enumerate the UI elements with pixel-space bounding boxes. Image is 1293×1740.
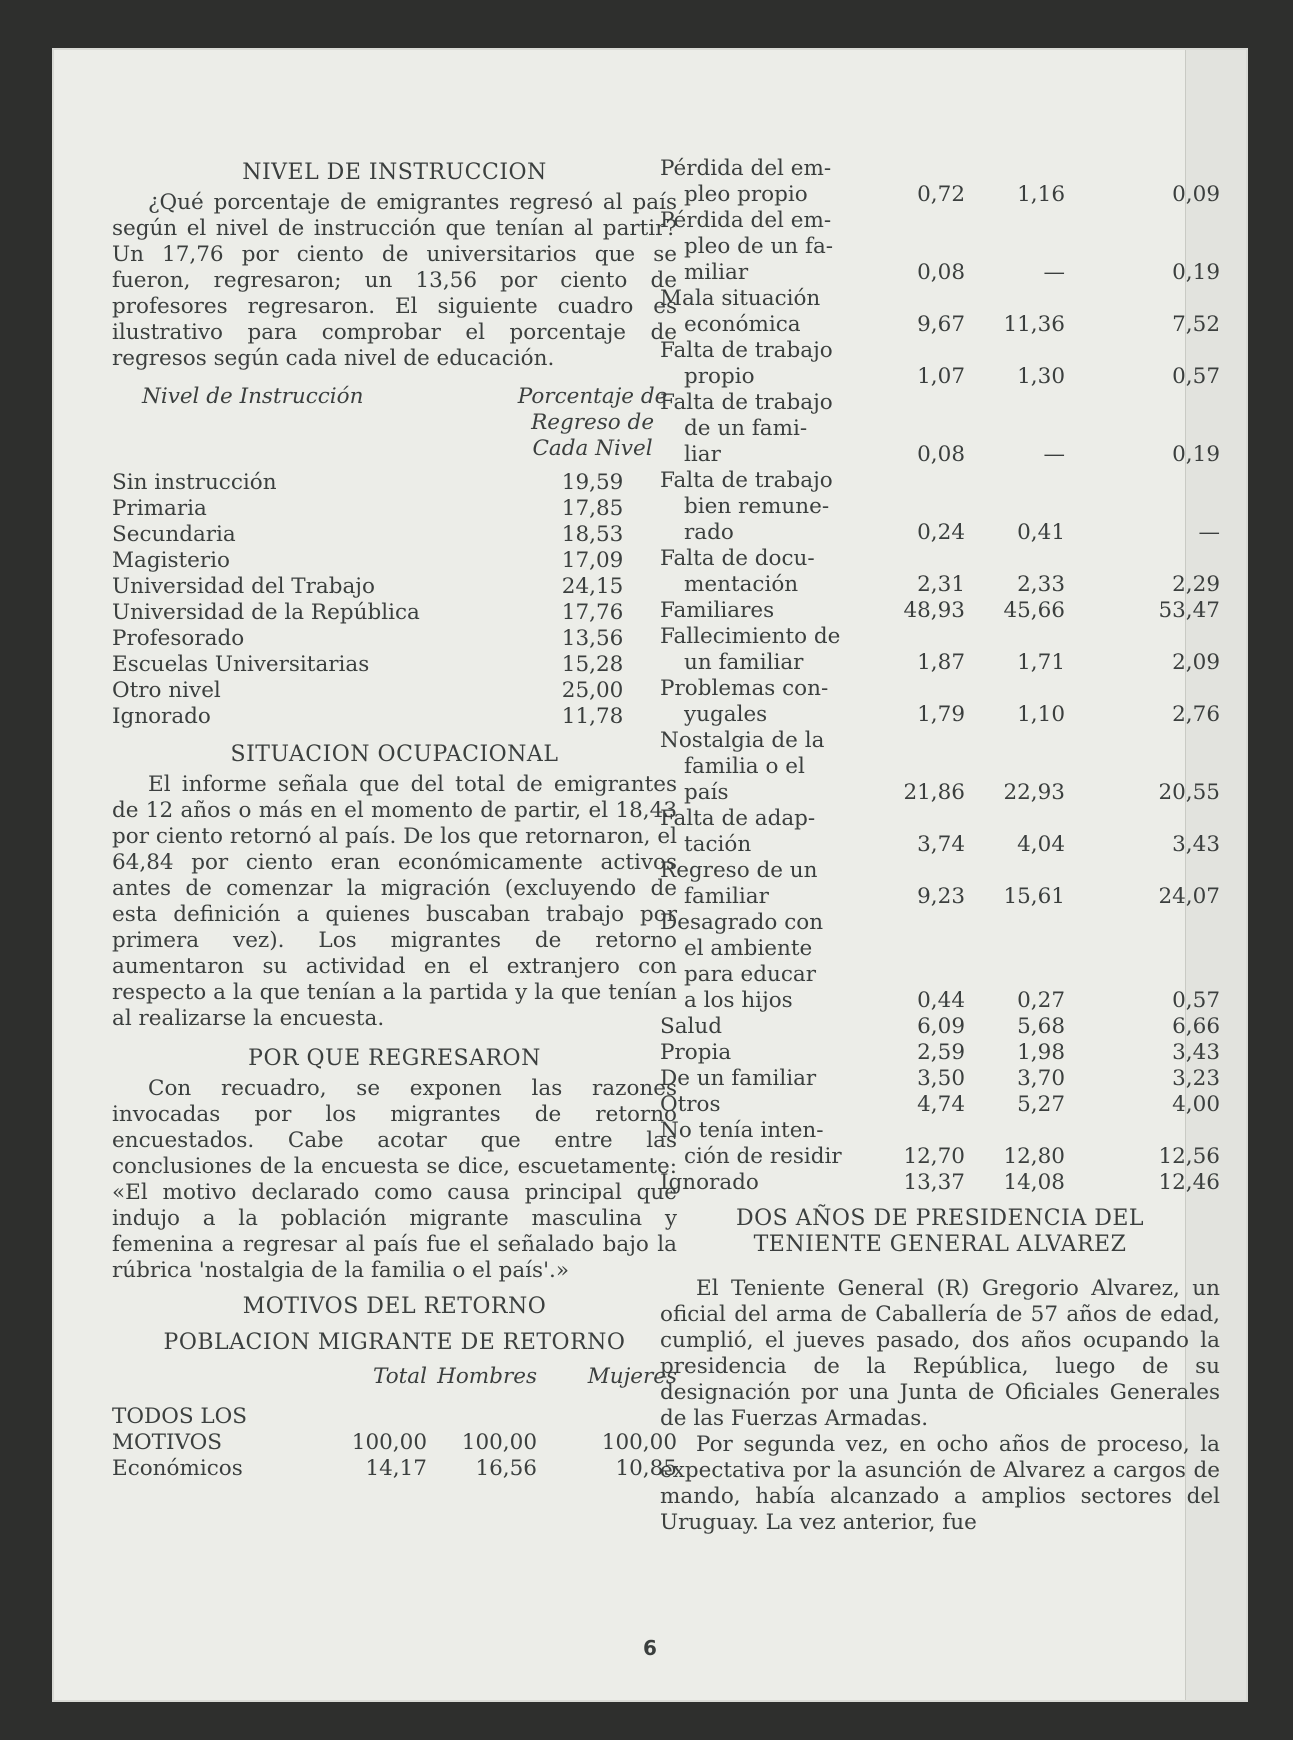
- header-hombres: Hombres: [437, 1364, 537, 1389]
- header-total: Total: [373, 1364, 427, 1389]
- row-label-line: Mala situación: [660, 286, 821, 311]
- table-row: [112, 652, 677, 678]
- row-label-line: Familiares: [660, 598, 775, 623]
- cell-m: 24,07: [1158, 884, 1220, 909]
- row-label: Sin instrucción: [112, 470, 277, 495]
- table-row: [660, 390, 1220, 468]
- table-row: [112, 470, 677, 496]
- row-label-line: propio: [684, 364, 755, 389]
- cell-m: 2,29: [1172, 572, 1220, 597]
- row-label-line: Falta de trabajo: [660, 338, 833, 363]
- cell-t: 6,09: [917, 1014, 965, 1039]
- row-label-line: No tenía inten-: [660, 1118, 824, 1143]
- cell-h: —: [1043, 260, 1065, 285]
- table-row: [660, 910, 1220, 1014]
- cell-t: 3,74: [917, 832, 965, 857]
- row-label-line: Salud: [660, 1014, 723, 1039]
- header-line-1: Porcentaje de: [517, 384, 668, 409]
- cell-h: 5,27: [1017, 1092, 1065, 1117]
- cell-h: 2,33: [1017, 572, 1065, 597]
- row-value: 17,85: [561, 496, 624, 521]
- cell-t: 48,93: [903, 598, 965, 623]
- cell-t: 14,17: [365, 1456, 427, 1481]
- row-value: 19,59: [561, 470, 624, 495]
- row-value: 17,09: [561, 548, 624, 573]
- cell-m: 3,23: [1172, 1066, 1220, 1091]
- paragraph-presidencia-2: Por segunda vez, en ocho años de proceso, la expectativa por la asunción de Alvarez a cargos de mando, había alcanzado a amplios sectores del Uruguay. La vez anterior, fue: [660, 1432, 1220, 1535]
- row-value: 18,53: [561, 522, 624, 547]
- row-label-line: país: [684, 780, 729, 805]
- cell-h: —: [1043, 442, 1065, 467]
- page-number: 6: [643, 1636, 657, 1660]
- motivos-header: [112, 1364, 677, 1390]
- table-row: [660, 1170, 1220, 1196]
- row-value: 15,28: [561, 652, 624, 677]
- right-column: [660, 156, 1220, 1536]
- table-title-poblacion: POBLACION MIGRANTE DE RETORNO: [163, 1330, 626, 1355]
- row-label-line: a los hijos: [684, 988, 793, 1013]
- cell-m: 2,09: [1172, 650, 1220, 675]
- row-label-line: Pérdida del em-: [660, 208, 832, 233]
- table-row: [660, 624, 1220, 676]
- row-value: 17,76: [561, 600, 624, 625]
- table-row: [660, 806, 1220, 858]
- row-label: Escuelas Universitarias: [112, 652, 370, 677]
- cell-h: 12,80: [1003, 1144, 1065, 1169]
- cell-t: 4,74: [917, 1092, 965, 1117]
- cell-m: 10,85: [615, 1456, 677, 1481]
- row-label-line: Falta de trabajo: [660, 390, 833, 415]
- table-row: [660, 286, 1220, 338]
- row-label-line: Fallecimiento de: [660, 624, 841, 649]
- cell-t: 100,00: [351, 1430, 427, 1455]
- row-label-line: el ambiente: [684, 936, 813, 961]
- row-label-line: Nostalgia de la: [660, 728, 825, 753]
- row-label: [660, 338, 860, 390]
- row-label: [660, 806, 860, 858]
- row-label: [660, 156, 860, 208]
- row-label-line: liar: [684, 442, 721, 467]
- row-label-line: un familiar: [684, 650, 804, 675]
- cell-m: 0,57: [1172, 364, 1220, 389]
- table-header: [112, 384, 677, 462]
- cell-h: 100,00: [461, 1430, 537, 1455]
- cell-m: 3,43: [1172, 1040, 1220, 1065]
- cell-h: 1,16: [1017, 182, 1065, 207]
- row-label-line: miliar: [684, 260, 749, 285]
- row-label: Otro nivel: [112, 678, 221, 703]
- row-label: [112, 1404, 322, 1456]
- cell-m: 6,66: [1172, 1014, 1220, 1039]
- cell-m: 53,47: [1158, 598, 1220, 623]
- table-row: [660, 1014, 1220, 1040]
- row-label-line: familiar: [684, 884, 769, 909]
- table-row: [660, 338, 1220, 390]
- table-row: [660, 728, 1220, 806]
- instruction-table: [112, 384, 677, 730]
- row-label-line: Económicos: [112, 1456, 243, 1481]
- paragraph-por-que: Con recuadro, se exponen las razones invocadas por los migrantes de retorno encuestados. Cabe acotar que entre las conclusiones de la encuesta se dice, escuetamente: «El motivo declarado como causa principal que indujo a la población migrante masculina y femenina a regresar al país fue el señalado bajo la rúbrica 'nostalgia de la familia o el país'.»: [112, 1076, 677, 1283]
- row-label-line: mentación: [684, 572, 799, 597]
- cell-t: 12,70: [903, 1144, 965, 1169]
- row-label: [660, 910, 860, 1014]
- row-label-line: Regreso de un: [660, 858, 818, 883]
- row-label: [660, 676, 860, 728]
- row-label: [660, 624, 860, 676]
- table-title-motivos: MOTIVOS DEL RETORNO: [242, 1294, 547, 1319]
- cell-h: 0,27: [1017, 988, 1065, 1013]
- table-row: [660, 858, 1220, 910]
- row-label-line: TODOS LOS: [112, 1404, 248, 1429]
- cell-h: 1,10: [1017, 702, 1065, 727]
- section-title-situacion: SITUACION OCUPACIONAL: [230, 742, 559, 767]
- row-label-line: Ignorado: [660, 1170, 759, 1195]
- section-title-presidencia-2: TENIENTE GENERAL ALVAREZ: [753, 1232, 1127, 1257]
- cell-t: 13,37: [903, 1170, 965, 1195]
- cell-m: 3,43: [1172, 832, 1220, 857]
- cell-t: 0,08: [917, 260, 965, 285]
- motivos-table-right: [660, 156, 1220, 1196]
- section-title-nivel: NIVEL DE INSTRUCCION: [242, 160, 547, 185]
- row-value: 25,00: [561, 678, 624, 703]
- row-label-line: Falta de docu-: [660, 546, 815, 571]
- table-row: [660, 1066, 1220, 1092]
- row-label: Universidad del Trabajo: [112, 574, 375, 599]
- row-label-line: Falta de trabajo: [660, 468, 833, 493]
- cell-m: —: [1198, 520, 1220, 545]
- header-mujeres: Mujeres: [587, 1364, 677, 1389]
- cell-t: 0,08: [917, 442, 965, 467]
- cell-h: 16,56: [475, 1456, 537, 1481]
- row-label: [660, 598, 860, 624]
- cell-t: 9,67: [917, 312, 965, 337]
- header-line-2: Regreso de: [531, 410, 655, 435]
- cell-m: 0,19: [1172, 442, 1220, 467]
- row-label-line: ción de residir: [684, 1144, 842, 1169]
- cell-h: 0,41: [1017, 520, 1065, 545]
- table-row: [112, 704, 677, 730]
- row-value: 13,56: [561, 626, 624, 651]
- cell-h: 4,04: [1017, 832, 1065, 857]
- table-row: [112, 574, 677, 600]
- row-label: [660, 1014, 860, 1040]
- table-row: [112, 548, 677, 574]
- row-label: [660, 728, 860, 806]
- row-label: [660, 1170, 860, 1196]
- cell-m: 20,55: [1158, 780, 1220, 805]
- row-label: [660, 1118, 860, 1170]
- row-label-line: económica: [684, 312, 801, 337]
- cell-m: 12,56: [1158, 1144, 1220, 1169]
- document-page: [54, 50, 1246, 1700]
- cell-m: 12,46: [1158, 1170, 1220, 1195]
- row-label-line: MOTIVOS: [112, 1430, 222, 1455]
- cell-m: 0,09: [1172, 182, 1220, 207]
- row-label: Ignorado: [112, 704, 211, 729]
- cell-t: 0,44: [917, 988, 965, 1013]
- table-row: [660, 468, 1220, 546]
- cell-h: 1,30: [1017, 364, 1065, 389]
- row-label: [660, 208, 860, 286]
- row-label-line: De un familiar: [660, 1066, 817, 1091]
- section-title-presidencia-1: DOS AÑOS DE PRESIDENCIA DEL: [735, 1206, 1145, 1231]
- row-label-line: de un fami-: [684, 416, 808, 441]
- row-label-line: tación: [684, 832, 752, 857]
- cell-t: 2,31: [917, 572, 965, 597]
- cell-m: 0,57: [1172, 988, 1220, 1013]
- cell-t: 0,72: [917, 182, 965, 207]
- row-label: [660, 1040, 860, 1066]
- cell-t: 2,59: [917, 1040, 965, 1065]
- table-row: [112, 600, 677, 626]
- row-label: [660, 390, 860, 468]
- row-label-line: rado: [684, 520, 734, 545]
- table-row: [660, 598, 1220, 624]
- table-row: [112, 522, 677, 548]
- row-label-line: pleo propio: [684, 182, 808, 207]
- row-label: [660, 1066, 860, 1092]
- cell-h: 45,66: [1003, 598, 1065, 623]
- motivos-table-left: [112, 1364, 677, 1482]
- row-label: [660, 468, 860, 546]
- row-label-line: bien remune-: [684, 494, 830, 519]
- row-value: 24,15: [561, 574, 624, 599]
- row-label: [660, 1092, 860, 1118]
- row-label: Magisterio: [112, 548, 230, 573]
- row-label: [660, 546, 860, 598]
- paragraph-situacion: El informe señala que del total de emigrantes de 12 años o más en el momento de partir, el 18,43 por ciento retornó al país. De los que retornaron, el 64,84 por ciento eran económicamente activos antes de comenzar la migración (excluyendo de esta definición a quienes buscaban trabajo por primera vez). Los migrantes de retorno aumentaron su actividad en el extranjero con respecto a la que tenían a la partida y la que tenían al realizarse la encuesta.: [112, 772, 677, 1031]
- table-row: [660, 156, 1220, 208]
- cell-h: 1,98: [1017, 1040, 1065, 1065]
- table-row: [660, 1040, 1220, 1066]
- cell-h: 22,93: [1003, 780, 1065, 805]
- table-row: [112, 1456, 677, 1482]
- row-label: Secundaria: [112, 522, 236, 547]
- table-row: [660, 208, 1220, 286]
- table-row: [112, 496, 677, 522]
- cell-t: 1,07: [917, 364, 965, 389]
- table-row: [660, 1118, 1220, 1170]
- row-label: [112, 1456, 322, 1482]
- row-label: Primaria: [112, 496, 207, 521]
- cell-h: 1,71: [1017, 650, 1065, 675]
- cell-h: 3,70: [1017, 1066, 1065, 1091]
- header-line-3: Cada Nivel: [532, 436, 653, 461]
- row-label-line: Pérdida del em-: [660, 156, 832, 181]
- paragraph-nivel: ¿Qué porcentaje de emigrantes regresó al país según el nivel de instrucción que tenían al partir? Un 17,76 por ciento de universitarios que se fueron, regresaron; un 13,56 por ciento de profesores regresaron. El siguiente cuadro es ilustrativo para comprobar el porcentaje de regresos según cada nivel de educación.: [112, 190, 677, 371]
- row-label-line: Problemas con-: [660, 676, 829, 701]
- header-nivel: Nivel de Instrucción: [142, 384, 364, 409]
- row-label-line: Otros: [660, 1092, 721, 1117]
- row-label: [660, 286, 860, 338]
- cell-t: 0,24: [917, 520, 965, 545]
- row-label-line: pleo de un fa-: [684, 234, 834, 259]
- table-row: [112, 678, 677, 704]
- cell-m: 7,52: [1172, 312, 1220, 337]
- cell-t: 3,50: [917, 1066, 965, 1091]
- header-porcentaje: [448, 384, 677, 462]
- row-label-line: Falta de adap-: [660, 806, 816, 831]
- row-label-line: para educar: [684, 962, 816, 987]
- cell-t: 1,87: [917, 650, 965, 675]
- row-label-line: Propia: [660, 1040, 732, 1065]
- cell-m: 4,00: [1172, 1092, 1220, 1117]
- cell-t: 21,86: [903, 780, 965, 805]
- table-row: [660, 546, 1220, 598]
- cell-h: 5,68: [1017, 1014, 1065, 1039]
- section-title-por-que: POR QUE REGRESARON: [248, 1046, 541, 1071]
- table-row: [660, 676, 1220, 728]
- cell-t: 9,23: [917, 884, 965, 909]
- table-row: [660, 1092, 1220, 1118]
- row-label-line: yugales: [684, 702, 768, 727]
- row-label: [660, 858, 860, 910]
- cell-m: 100,00: [601, 1430, 677, 1455]
- cell-h: 11,36: [1003, 312, 1065, 337]
- cell-h: 15,61: [1003, 884, 1065, 909]
- row-label-line: Desagrado con: [660, 910, 824, 935]
- left-column: [112, 160, 677, 1482]
- table-row: [112, 626, 677, 652]
- cell-t: 1,79: [917, 702, 965, 727]
- cell-m: 0,19: [1172, 260, 1220, 285]
- cell-h: 14,08: [1003, 1170, 1065, 1195]
- row-label: Profesorado: [112, 626, 245, 651]
- table-row: [112, 1404, 677, 1456]
- cell-m: 2,76: [1172, 702, 1220, 727]
- row-value: 11,78: [561, 704, 624, 729]
- paragraph-presidencia-1: El Teniente General (R) Gregorio Alvarez, un oficial del arma de Caballería de 57 años de edad, cumplió, el jueves pasado, dos años ocupando la presidencia de la República, luego de su designación por una Junta de Oficiales Generales de las Fuerzas Armadas.: [660, 1276, 1220, 1431]
- row-label-line: familia o el: [684, 754, 805, 779]
- row-label: Universidad de la República: [112, 600, 420, 625]
